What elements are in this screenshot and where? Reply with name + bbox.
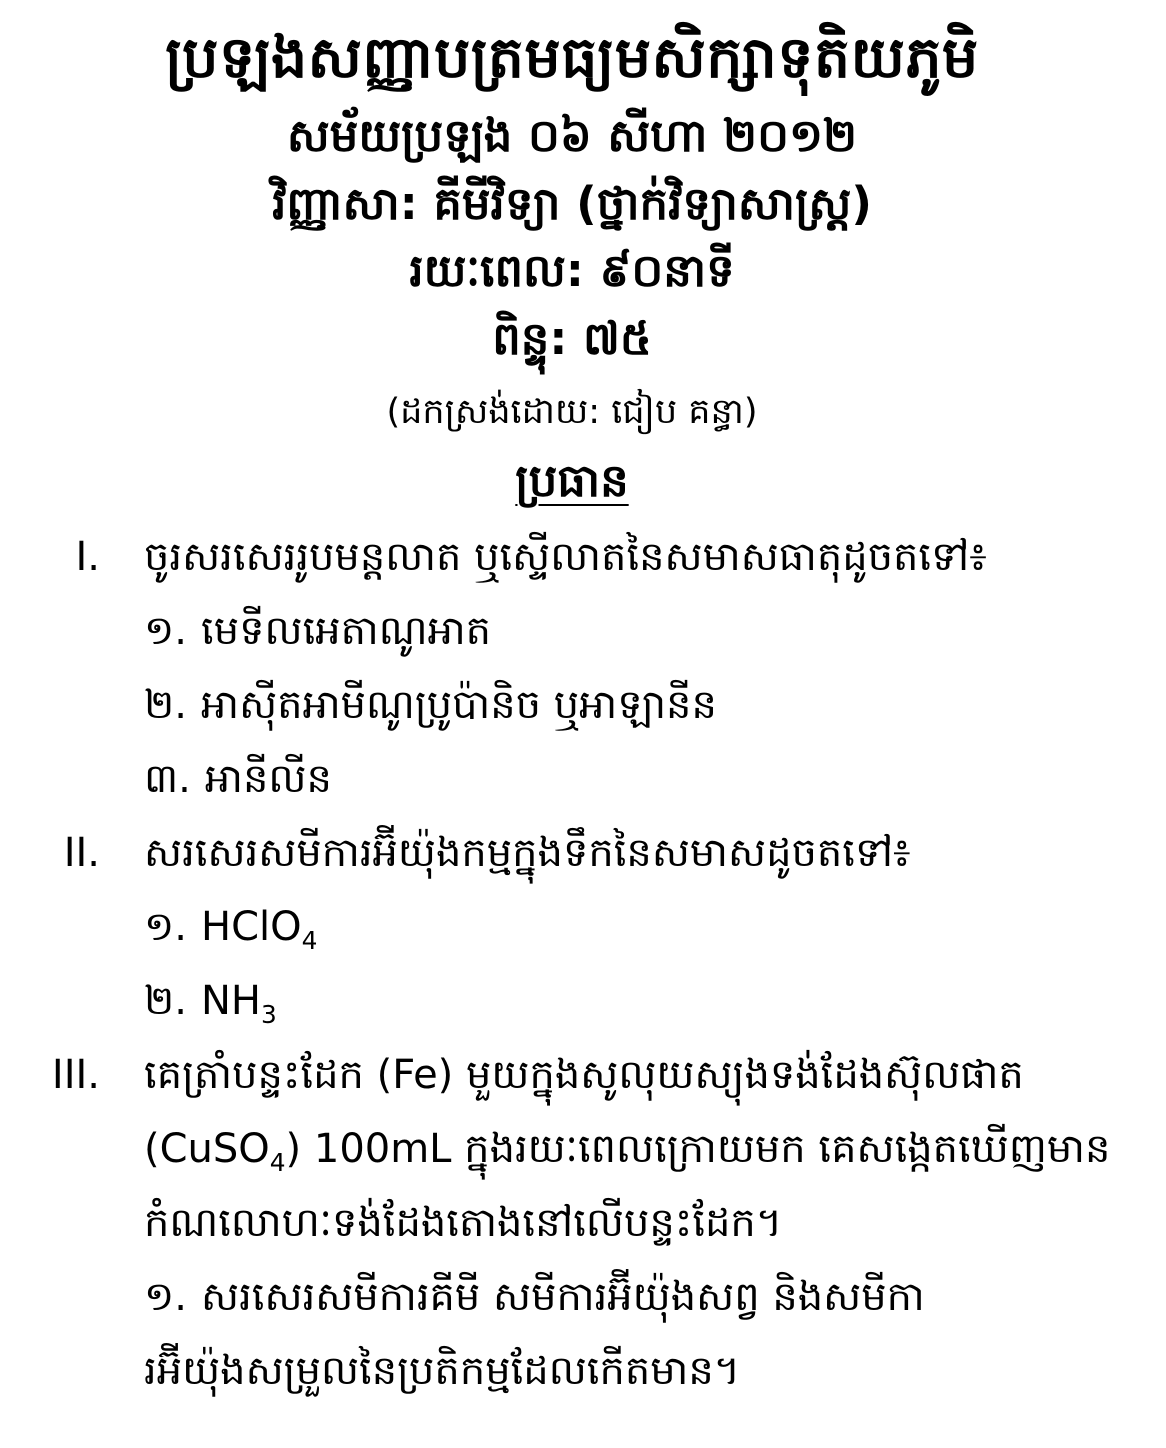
subitem-text: អានីលីន bbox=[204, 756, 332, 803]
question-3-text-part: ) 100mL ក្នុងរយៈពេលក្រោយមក គេសង្កេតឃើញមានកំណលោហៈទង់ដែងតោងនៅលើបន្ទះដែក។ bbox=[144, 1126, 1111, 1247]
question-list bbox=[0, 520, 1144, 1408]
question-3-body bbox=[144, 1038, 1144, 1408]
question-1-text: ចូរសរសេររូបមន្តលាត ឬស្ទើលាតនៃសមាសធាតុដូចតទៅ៖ bbox=[144, 534, 987, 581]
question-2-subitem-1 bbox=[144, 890, 1130, 964]
exam-subject-line: វិញ្ញាសា: គីមីវិទ្យា (ថ្នាក់វិទ្យាសាស្ត្រ) bbox=[272, 176, 872, 230]
document-header bbox=[0, 14, 1144, 514]
question-2 bbox=[0, 816, 1144, 1038]
subitem-label: ១. bbox=[144, 904, 187, 951]
exam-title: ប្រឡងសញ្ញាបត្រមធ្យមសិក្សាទុតិយភូមិ bbox=[165, 25, 979, 91]
question-1-subitem-1 bbox=[144, 594, 1130, 668]
question-2-body bbox=[144, 816, 1144, 1038]
subitem-text: មេទីលអេតាណូអាត bbox=[201, 608, 492, 655]
question-3 bbox=[0, 1038, 1144, 1408]
subitem-text: សរសេរសមីការគីមី សមីការអ៊ីយ៉ុងសព្វ និងសមីការអ៊ីយ៉ុងសម្រួលនៃប្រតិកម្មដែលកើតមាន។ bbox=[144, 1274, 925, 1395]
topics-heading bbox=[0, 447, 1144, 515]
question-2-numeral: II. bbox=[63, 830, 100, 877]
chemical-formula-nh3 bbox=[201, 978, 277, 1030]
subitem-label: ២. bbox=[144, 978, 187, 1025]
question-1-body bbox=[144, 520, 1144, 816]
question-3-text-part: គេត្រាំបន្ទះដែក (Fe) មួយក្នុងសូលុយស្យុងទង់ដែងស៊ុលផាត (CuSO bbox=[144, 1052, 1024, 1173]
subitem-label: ៣. bbox=[144, 756, 191, 803]
question-3-text bbox=[144, 1038, 1130, 1260]
subitem-label: ១. bbox=[144, 608, 187, 655]
topics-heading-text: ប្រធាន bbox=[515, 453, 629, 507]
subitem-text: អាស៊ីតអាមីណូប្រូប៉ានិច ឬអាឡានីន bbox=[201, 682, 717, 729]
question-1-subitem-3 bbox=[144, 742, 1130, 816]
question-3-numeral: III. bbox=[51, 1052, 100, 1099]
question-1-numeral: I. bbox=[75, 534, 100, 581]
question-2-subitem-2 bbox=[144, 964, 1130, 1038]
exam-duration-line: រយៈពេល: ៩០នាទី bbox=[409, 244, 735, 298]
question-1-subitem-2 bbox=[144, 668, 1130, 742]
formula-subscript: 3 bbox=[261, 1000, 277, 1030]
question-2-text: សរសេរសមីការអ៊ីយ៉ុងកម្មក្នុងទឹកនៃសមាសដូចតទៅ៖ bbox=[144, 830, 911, 877]
formula-subscript: 4 bbox=[269, 1148, 286, 1178]
formula-subscript: 4 bbox=[301, 926, 318, 956]
formula-base: HClO bbox=[201, 904, 302, 951]
formula-base: NH bbox=[201, 978, 261, 1025]
chemical-formula-hclo4 bbox=[201, 904, 318, 956]
exam-session-line: សម័យប្រឡង ០៦ សីហា ២០១២ bbox=[286, 109, 858, 163]
compiler-credit-line: (ដកស្រង់ដោយ: ជៀប គន្ធា) bbox=[386, 392, 758, 433]
exam-score-line: ពិន្ទុ: ៧៥ bbox=[492, 311, 652, 365]
subitem-label: ១. bbox=[144, 1274, 187, 1321]
subitem-label: ២. bbox=[144, 682, 187, 729]
question-1 bbox=[0, 520, 1144, 816]
question-3-subitem-1 bbox=[144, 1260, 1130, 1408]
